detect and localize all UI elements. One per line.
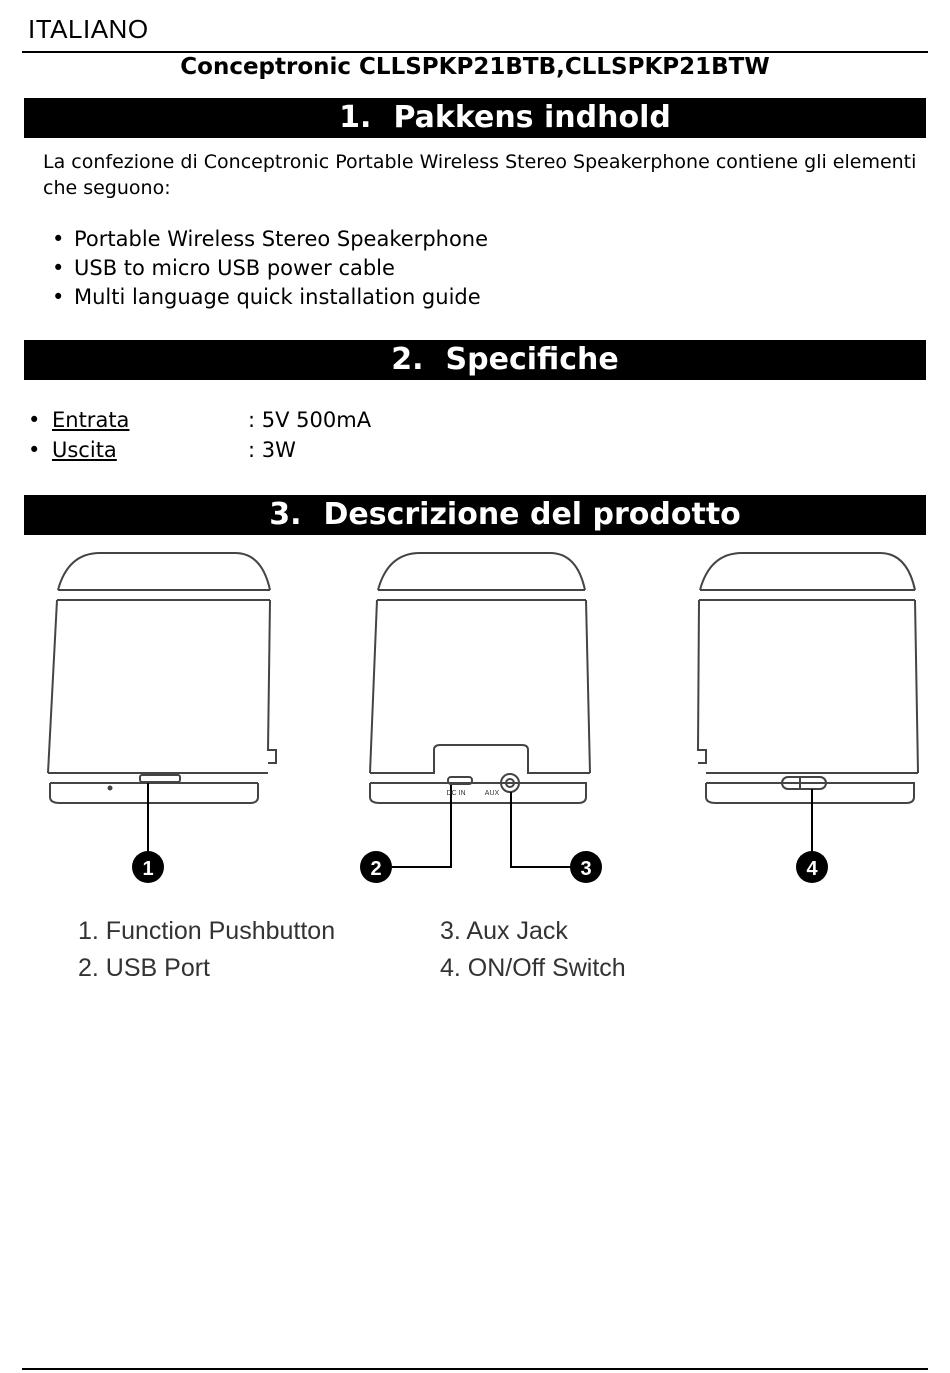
section-number: 1. bbox=[339, 100, 372, 135]
aux-port-label: AUX bbox=[484, 790, 500, 797]
speaker-rear-view bbox=[370, 553, 590, 803]
section-number: 3. bbox=[269, 497, 302, 532]
package-intro: La confezione di Conceptronic Portable Wireless Stereo Speakerphone contiene gli elementi che seguono: bbox=[43, 151, 917, 199]
spec-label: Entrata bbox=[52, 408, 130, 432]
list-item: • Portable Wireless Stereo Speakerphone bbox=[52, 225, 488, 254]
model-title: Conceptronic CLLSPKP21BTB,CLLSPKP21BTW bbox=[180, 54, 770, 80]
spec-value: : 5V 500mA bbox=[248, 408, 372, 432]
callout-3 bbox=[570, 851, 602, 883]
section-title: Specifiche bbox=[445, 342, 619, 377]
legend-item: 3. Aux Jack bbox=[440, 917, 568, 945]
section-heading-description bbox=[24, 495, 926, 535]
list-item: • USB to micro USB power cable bbox=[52, 254, 488, 283]
spec-label: Uscita bbox=[52, 438, 117, 462]
speaker-side-view-right bbox=[698, 553, 918, 803]
legend-item: 4. ON/Off Switch bbox=[440, 954, 626, 982]
svg-text:3: 3 bbox=[580, 858, 592, 880]
language-label: ITALIANO bbox=[28, 14, 149, 44]
callout-4 bbox=[796, 851, 828, 883]
dc-in-port-label: DC IN bbox=[446, 790, 466, 797]
legend-item: 1. Function Pushbutton bbox=[78, 917, 336, 945]
bullet: • bbox=[28, 438, 41, 462]
svg-text:4: 4 bbox=[806, 858, 818, 880]
callout-2 bbox=[360, 851, 392, 883]
list-item: • Multi language quick installation guide bbox=[52, 283, 488, 312]
section-heading-specs bbox=[24, 340, 926, 380]
bullet: • bbox=[28, 408, 41, 432]
package-list bbox=[52, 225, 488, 312]
spec-value: : 3W bbox=[248, 438, 296, 462]
section-heading-package bbox=[24, 98, 926, 138]
section-title: Descrizione del prodotto bbox=[323, 497, 741, 532]
top-divider bbox=[22, 51, 928, 53]
function-pushbutton bbox=[140, 775, 180, 782]
callout-1 bbox=[132, 851, 164, 883]
product-illustration bbox=[30, 545, 930, 895]
bottom-divider bbox=[22, 1368, 928, 1370]
section-title: Pakkens indhold bbox=[393, 100, 671, 135]
svg-text:2: 2 bbox=[370, 858, 382, 880]
legend-item: 2. USB Port bbox=[78, 954, 210, 982]
svg-text:1: 1 bbox=[142, 858, 154, 880]
section-number: 2. bbox=[391, 342, 424, 377]
speaker-side-view-left bbox=[48, 553, 276, 803]
